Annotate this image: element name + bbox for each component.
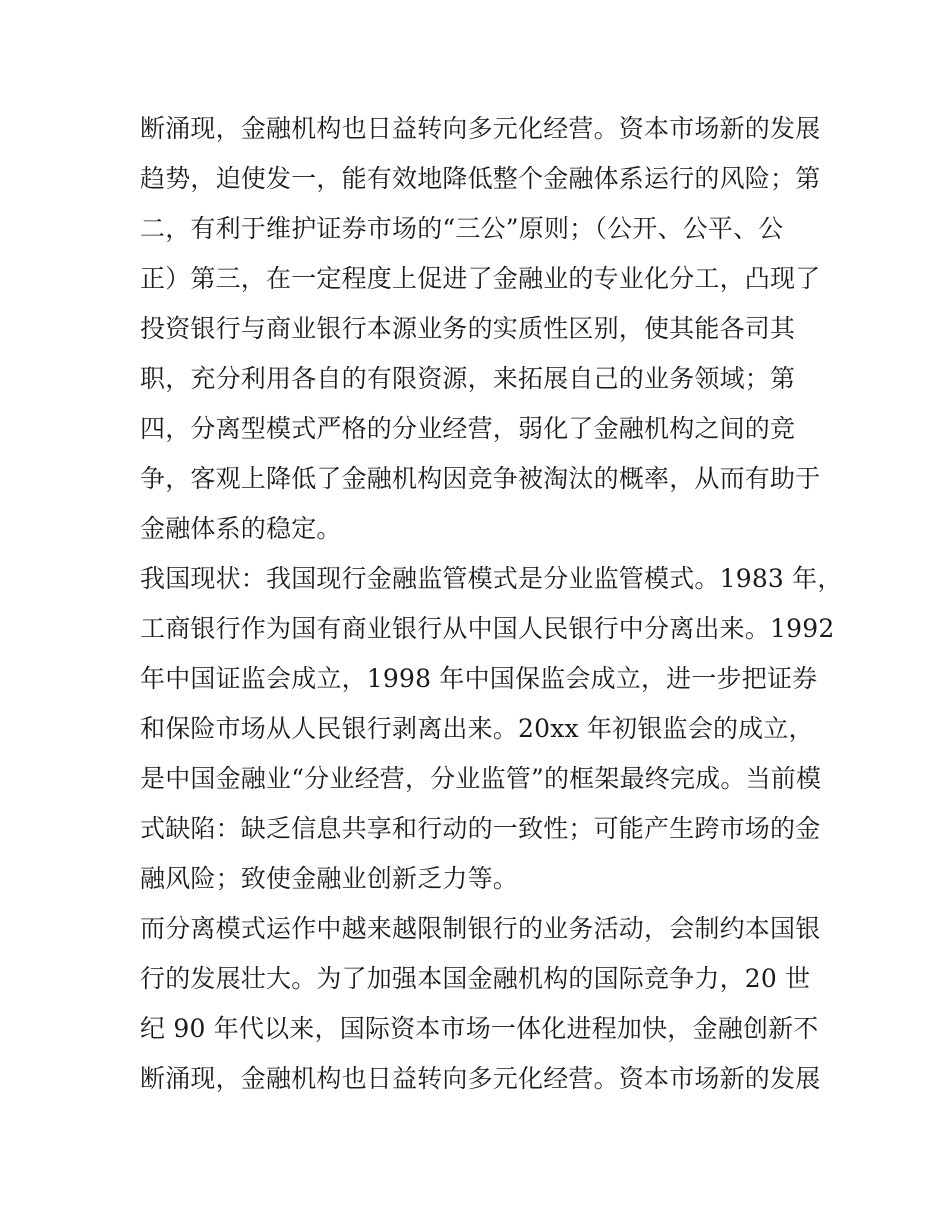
text-line: 工商银行作为国有商业银行从中国人民银行中分离出来。1992	[140, 614, 835, 643]
text-line: 争，客观上降低了金融机构因竞争被淘汰的概率，从而有助于	[140, 464, 821, 493]
text-line: 断涌现，金融机构也日益转向多元化经营。资本市场新的发展	[140, 1064, 821, 1093]
text-line: 是中国金融业“分业经营，分业监管”的框架最终完成。当前模	[140, 764, 822, 793]
text-line: 行的发展壮大。为了加强本国金融机构的国际竞争力，20 世	[140, 964, 811, 993]
text-line: 式缺陷：缺乏信息共享和行动的一致性；可能产生跨市场的金	[140, 814, 821, 843]
text-line: 而分离模式运作中越来越限制银行的业务活动，会制约本国银	[140, 914, 821, 943]
text-line: 投资银行与商业银行本源业务的实质性区别，使其能各司其	[140, 314, 796, 343]
text-line: 融风险；致使金融业创新乏力等。	[140, 864, 519, 893]
text-line: 职，充分利用各自的有限资源，来拓展自己的业务领域；第	[140, 364, 796, 393]
text-line: 趋势，迫使发一，能有效地降低整个金融体系运行的风险；第	[140, 164, 821, 193]
text-line: 年中国证监会成立，1998 年中国保监会成立，进一步把证券	[140, 664, 818, 693]
text-line: 纪 90 年代以来，国际资本市场一体化进程加快，金融创新不	[140, 1014, 819, 1043]
text-line: 四，分离型模式严格的分业经营，弱化了金融机构之间的竞	[140, 414, 796, 443]
body-text	[140, 104, 843, 1104]
text-line: 断涌现，金融机构也日益转向多元化经营。资本市场新的发展	[140, 114, 821, 143]
text-line: 二，有利于维护证券市场的“三公”原则；（公开、公平、公	[140, 214, 784, 243]
text-line: 正）第三，在一定程度上促进了金融业的专业化分工，凸现了	[140, 264, 821, 293]
text-line: 金融体系的稳定。	[140, 514, 342, 543]
text-line: 和保险市场从人民银行剥离出来。20xx 年初银监会的成立，	[140, 714, 814, 743]
text-line: 我国现状：我国现行金融监管模式是分业监管模式。1983 年，	[140, 564, 843, 593]
